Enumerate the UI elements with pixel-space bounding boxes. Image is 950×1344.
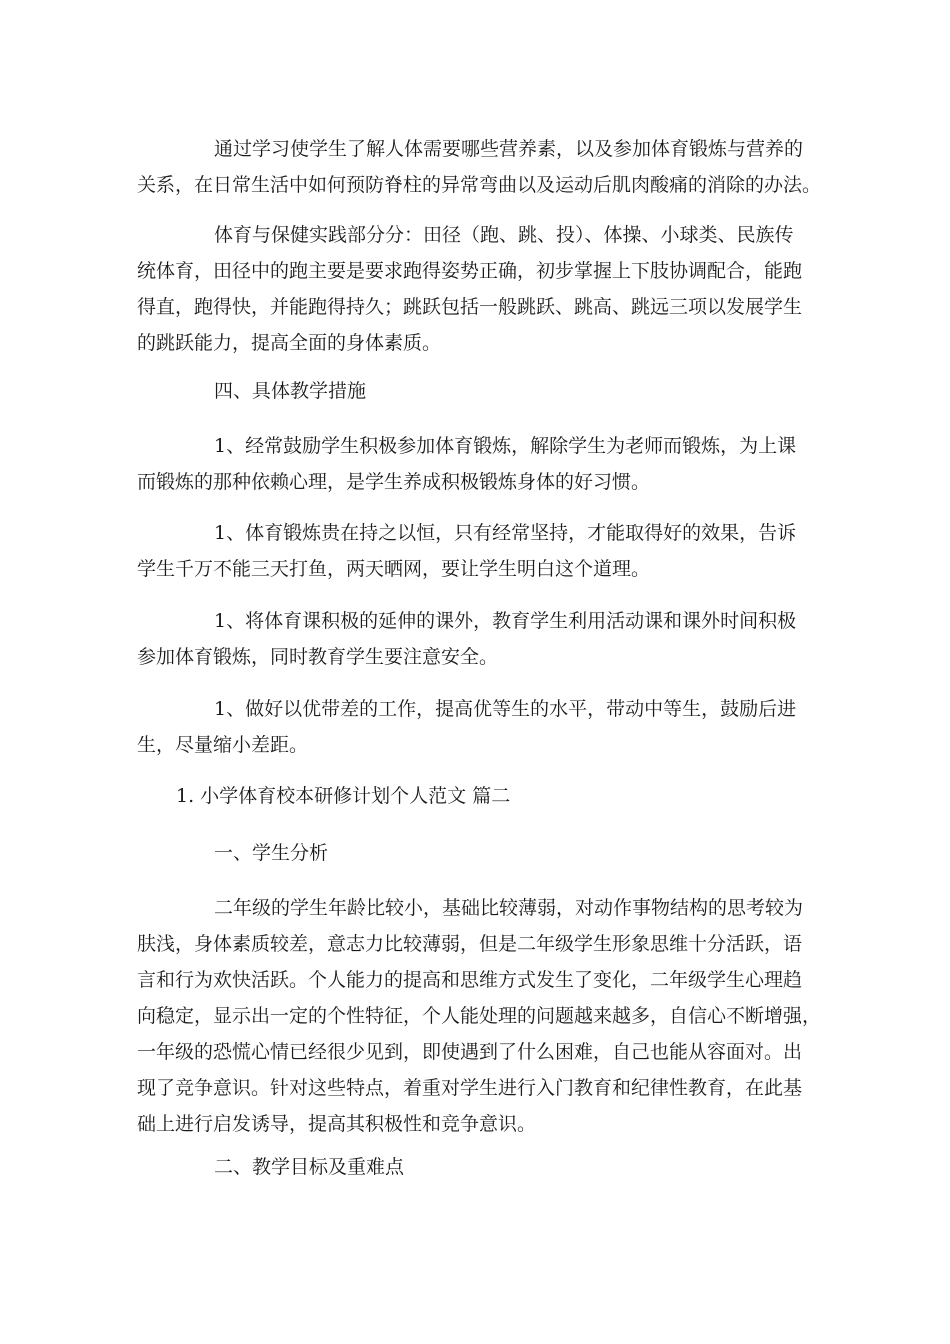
text-line: 生，尽量缩小差距。 <box>137 734 309 756</box>
text-line: 得直，跑得快，并能跑得持久；跳跃包括一般跳跃、跳高、跳远三项以发展学生 <box>137 296 803 318</box>
text-line: 的跳跃能力，提高全面的身体素质。 <box>137 332 442 354</box>
text-line: 参加体育锻炼，同时教育学生要注意安全。 <box>137 646 499 668</box>
text-line: 1、将体育课积极的延伸的课外，教育学生利用活动课和课外时间积极 <box>214 610 797 632</box>
section-heading-measures: 四、具体教学措施 <box>214 380 367 402</box>
paragraph-practice <box>137 217 817 361</box>
text-line: 学生千万不能三天打鱼，两天晒网，要让学生明白这个道理。 <box>137 558 651 580</box>
text-line: 统体育，田径中的跑主要是要求跑得姿势正确，初步掌握上下肢协调配合，能跑 <box>137 260 803 282</box>
text-line: 1、体育锻炼贵在持之以恒，只有经常坚持，才能取得好的效果，告诉 <box>214 522 797 544</box>
paragraph-measure-2 <box>137 515 817 587</box>
text-line: 二年级的学生年龄比较小，基础比较薄弱，对动作事物结构的思考较为 <box>214 897 804 919</box>
text-line: 而锻炼的那种依赖心理，是学生养成积极锻炼身体的好习惯。 <box>137 471 651 493</box>
text-line: 现了竞争意识。针对这些特点，着重对学生进行入门教育和纪律性教育，在此基 <box>137 1077 803 1099</box>
paragraph-measure-3 <box>137 603 817 675</box>
section-heading-goals: 二、教学目标及重难点 <box>214 1156 405 1178</box>
text-line: 1、做好以优带差的工作，提高优等生的水平，带动中等生，鼓励后进 <box>214 698 797 720</box>
text-line: 通过学习使学生了解人体需要哪些营养素，以及参加体育锻炼与营养的 <box>214 138 804 160</box>
section-heading-students: 一、学生分析 <box>214 842 329 864</box>
text-line: 向稳定，显示出一定的个性特征，个人能处理的问题越来越多，自信心不断增强， <box>137 1005 822 1027</box>
text-line: 1、经常鼓励学生积极参加体育锻炼，解除学生为老师而锻炼，为上课 <box>214 435 797 457</box>
paragraph-nutrition <box>137 131 822 203</box>
paragraph-measure-4 <box>137 691 817 763</box>
text-line: 肤浅，身体素质较差，意志力比较薄弱，但是二年级学生形象思维十分活跃，语 <box>137 933 803 955</box>
paragraph-student-analysis <box>137 890 822 1142</box>
text-line: 言和行为欢快活跃。个人能力的提高和思维方式发生了变化，二年级学生心理趋 <box>137 969 803 991</box>
text-line: 关系，在日常生活中如何预防脊柱的异常弯曲以及运动后肌肉酸痛的消除的办法。 <box>137 174 822 196</box>
text-line: 础上进行启发诱导，提高其积极性和竞争意识。 <box>137 1113 537 1135</box>
paragraph-measure-1 <box>137 428 817 500</box>
article-title: 1. 小学体育校本研修计划个人范文 篇二 <box>176 785 511 807</box>
text-line: 体育与保健实践部分分：田径（跑、跳、投）、体操、小球类、民族传 <box>214 224 794 246</box>
text-line: 一年级的恐慌心情已经很少见到，即使遇到了什么困难，自己也能从容面对。出 <box>137 1041 803 1063</box>
